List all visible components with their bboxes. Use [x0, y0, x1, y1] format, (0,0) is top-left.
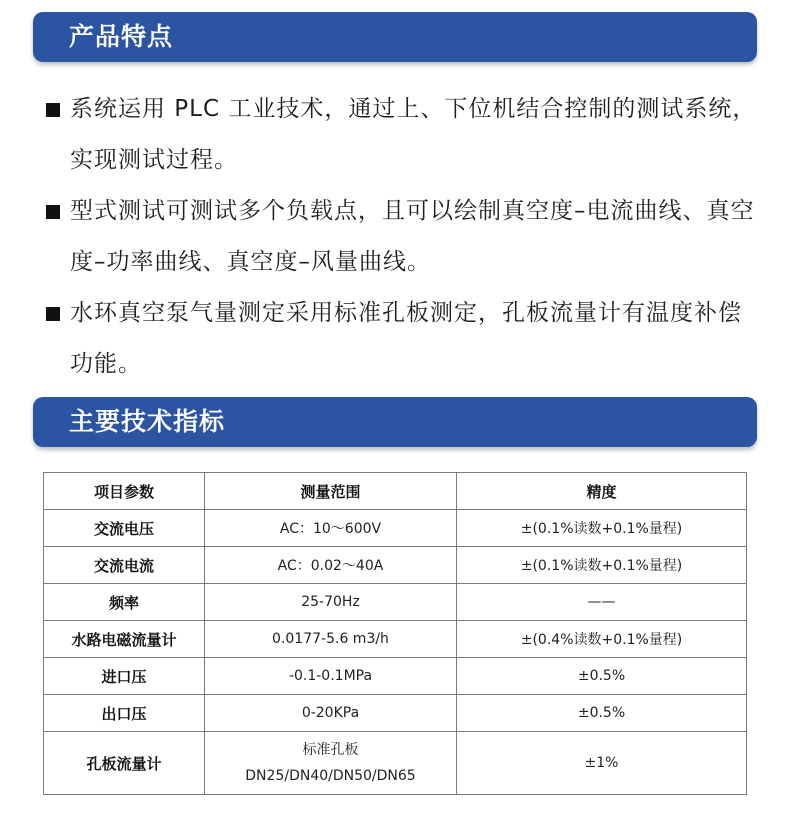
square-bullet-icon — [46, 103, 60, 117]
feature-item — [42, 84, 758, 186]
feature-item — [42, 186, 758, 288]
cell-item: 交流电压 — [44, 510, 205, 547]
feature-text: 水环真空泵气量测定采用标准孔板测定，孔板流量计有温度补偿功能。 — [70, 300, 742, 377]
feature-item — [42, 288, 758, 390]
square-bullet-icon — [46, 205, 60, 219]
cell-range: 0.0177-5.6 m3/h — [205, 621, 457, 658]
header-accuracy: 精度 — [457, 473, 747, 510]
table-row — [44, 510, 747, 547]
features-section-header — [33, 12, 757, 62]
cell-range-line: 标准孔板 — [302, 742, 359, 758]
table-row — [44, 584, 747, 621]
cell-range: 0-20KPa — [205, 695, 457, 732]
cell-range: -0.1-0.1MPa — [205, 658, 457, 695]
cell-item: 进口压 — [44, 658, 205, 695]
specs-section-header — [33, 397, 757, 447]
header-range: 测量范围 — [205, 473, 457, 510]
feature-text: 系统运用 PLC 工业技术，通过上、下位机结合控制的测试系统，实现测试过程。 — [70, 96, 757, 173]
cell-range-line: DN25/DN40/DN50/DN65 — [245, 768, 416, 784]
feature-text: 型式测试可测试多个负载点，且可以绘制真空度–电流曲线、真空度–功率曲线、真空度–风量曲线。 — [70, 198, 755, 275]
table-row — [44, 658, 747, 695]
cell-item: 出口压 — [44, 695, 205, 732]
cell-item: 频率 — [44, 584, 205, 621]
cell-accuracy: ±0.5% — [457, 695, 747, 732]
cell-accuracy: ±(0.4%读数+0.1%量程) — [457, 621, 747, 658]
table-row — [44, 621, 747, 658]
cell-range: AC：0.02～40A — [205, 547, 457, 584]
square-bullet-icon — [46, 307, 60, 321]
features-list — [42, 84, 758, 390]
cell-accuracy: ±1% — [457, 732, 747, 795]
cell-accuracy: —— — [457, 584, 747, 621]
cell-accuracy: ±(0.1%读数+0.1%量程) — [457, 510, 747, 547]
cell-item: 交流电流 — [44, 547, 205, 584]
header-item: 项目参数 — [44, 473, 205, 510]
table-row — [44, 695, 747, 732]
table-header-row — [44, 473, 747, 510]
cell-accuracy: ±0.5% — [457, 658, 747, 695]
specs-table — [43, 472, 747, 795]
cell-range: AC：10～600V — [205, 510, 457, 547]
table-row — [44, 732, 747, 795]
table-row — [44, 547, 747, 584]
cell-accuracy: ±(0.1%读数+0.1%量程) — [457, 547, 747, 584]
cell-item: 孔板流量计 — [44, 732, 205, 795]
cell-item: 水路电磁流量计 — [44, 621, 205, 658]
specs-section-title: 主要技术指标 — [69, 407, 226, 436]
cell-range: 25-70Hz — [205, 584, 457, 621]
cell-range — [205, 732, 457, 795]
features-section-title: 产品特点 — [69, 22, 174, 51]
